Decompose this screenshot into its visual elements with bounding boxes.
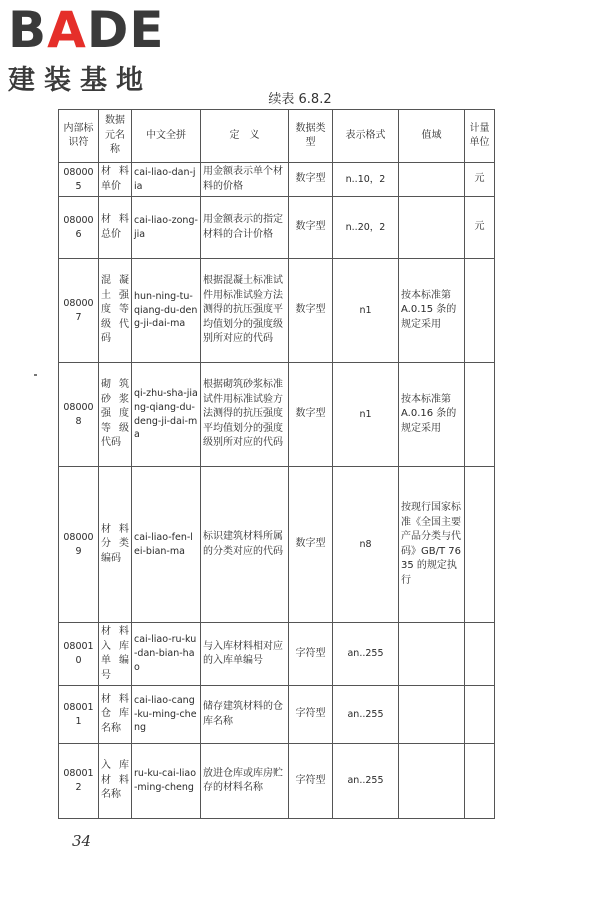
header-domain: 值域 bbox=[399, 110, 465, 163]
cell-definition: 放进仓库或库房贮存的材料名称 bbox=[201, 744, 289, 819]
cell-type: 数字型 bbox=[289, 197, 333, 259]
cell-definition: 标识建筑材料所属的分类对应的代码 bbox=[201, 467, 289, 623]
cell-code: 080007 bbox=[59, 259, 99, 363]
cell-code: 080005 bbox=[59, 163, 99, 197]
page-number: 34 bbox=[72, 832, 92, 850]
header-format: 表示格式 bbox=[333, 110, 399, 163]
cell-unit: 元 bbox=[465, 163, 495, 197]
logo-wordmark bbox=[8, 1, 188, 59]
cell-type: 数字型 bbox=[289, 467, 333, 623]
cell-format: n..20，2 bbox=[333, 197, 399, 259]
cell-code: 080010 bbox=[59, 623, 99, 686]
cell-pinyin: cai-liao-fen-lei-bian-ma bbox=[132, 467, 201, 623]
cell-pinyin: cai-liao-zong-jia bbox=[132, 197, 201, 259]
cell-name: 材料入库单编号 bbox=[99, 623, 132, 686]
cell-definition: 根据混凝土标准试件用标准试验方法测得的抗压强度平均值划分的强度级别所对应的代码 bbox=[201, 259, 289, 363]
cell-unit bbox=[465, 363, 495, 467]
header-internal-id: 内部标识符 bbox=[59, 110, 99, 163]
cell-format: n1 bbox=[333, 363, 399, 467]
cell-code: 080008 bbox=[59, 363, 99, 467]
cell-type: 字符型 bbox=[289, 686, 333, 744]
cell-type: 数字型 bbox=[289, 259, 333, 363]
cell-format: an..255 bbox=[333, 623, 399, 686]
logo-letters: DE bbox=[86, 1, 165, 59]
header-data-type: 数据类型 bbox=[289, 110, 333, 163]
cell-pinyin: qi-zhu-sha-jiang-qiang-du-deng-ji-dai-ma bbox=[132, 363, 201, 467]
cell-name: 砌筑砂浆强度等级代码 bbox=[99, 363, 132, 467]
cell-code: 080006 bbox=[59, 197, 99, 259]
table-row bbox=[59, 623, 495, 686]
table-row bbox=[59, 197, 495, 259]
scan-speck bbox=[34, 374, 37, 376]
cell-format: n8 bbox=[333, 467, 399, 623]
table-row bbox=[59, 686, 495, 744]
cell-unit bbox=[465, 623, 495, 686]
cell-unit: 元 bbox=[465, 197, 495, 259]
cell-code: 080009 bbox=[59, 467, 99, 623]
cell-definition: 用金额表示的指定材料的合计价格 bbox=[201, 197, 289, 259]
cell-code: 080011 bbox=[59, 686, 99, 744]
table-row bbox=[59, 259, 495, 363]
table-row bbox=[59, 363, 495, 467]
table-row bbox=[59, 467, 495, 623]
cell-name: 材料单价 bbox=[99, 163, 132, 197]
table-row bbox=[59, 744, 495, 819]
cell-format: n..10，2 bbox=[333, 163, 399, 197]
cell-format: n1 bbox=[333, 259, 399, 363]
cell-name: 入库材料名称 bbox=[99, 744, 132, 819]
logo-letter: B bbox=[8, 1, 48, 59]
cell-domain: 按本标准第 A.0.16 条的规定采用 bbox=[399, 363, 465, 467]
cell-pinyin: hun-ning-tu-qiang-du-deng-ji-dai-ma bbox=[132, 259, 201, 363]
cell-format: an..255 bbox=[333, 744, 399, 819]
cell-type: 字符型 bbox=[289, 744, 333, 819]
cell-domain bbox=[399, 163, 465, 197]
header-unit: 计量单位 bbox=[465, 110, 495, 163]
cell-definition: 储存建筑材料的仓库名称 bbox=[201, 686, 289, 744]
cell-definition: 用金额表示单个材料的价格 bbox=[201, 163, 289, 197]
cell-name: 材料分类编码 bbox=[99, 467, 132, 623]
cell-name: 材料仓库名称 bbox=[99, 686, 132, 744]
cell-domain: 按本标准第 A.0.15 条的规定采用 bbox=[399, 259, 465, 363]
cell-unit bbox=[465, 744, 495, 819]
cell-type: 数字型 bbox=[289, 163, 333, 197]
cell-definition: 根据砌筑砂浆标准试件用标准试验方法测得的抗压强度平均值划分的强度级别所对应的代码 bbox=[201, 363, 289, 467]
table-header-row bbox=[59, 110, 495, 163]
cell-type: 数字型 bbox=[289, 363, 333, 467]
logo bbox=[8, 1, 188, 97]
cell-format: an..255 bbox=[333, 686, 399, 744]
table-row bbox=[59, 163, 495, 197]
cell-domain bbox=[399, 197, 465, 259]
cell-code: 080012 bbox=[59, 744, 99, 819]
cell-unit bbox=[465, 259, 495, 363]
cell-pinyin: cai-liao-dan-jia bbox=[132, 163, 201, 197]
cell-domain bbox=[399, 744, 465, 819]
cell-pinyin: ru-ku-cai-liao-ming-cheng bbox=[132, 744, 201, 819]
cell-type: 字符型 bbox=[289, 623, 333, 686]
cell-unit bbox=[465, 686, 495, 744]
logo-subtitle: 建装基地 bbox=[8, 65, 152, 96]
data-element-table bbox=[58, 109, 495, 819]
header-pinyin: 中文全拼 bbox=[132, 110, 201, 163]
header-definition: 定 义 bbox=[201, 110, 289, 163]
cell-domain bbox=[399, 623, 465, 686]
cell-pinyin: cai-liao-ru-ku-dan-bian-hao bbox=[132, 623, 201, 686]
table-caption: 续表 6.8.2 bbox=[268, 92, 332, 107]
cell-name: 混凝土强度等级代码 bbox=[99, 259, 132, 363]
cell-pinyin: cai-liao-cang-ku-ming-cheng bbox=[132, 686, 201, 744]
cell-domain bbox=[399, 686, 465, 744]
cell-definition: 与入库材料相对应的入库单编号 bbox=[201, 623, 289, 686]
cell-domain: 按现行国家标准《全国主要产品分类与代码》GB/T 7635 的规定执行 bbox=[399, 467, 465, 623]
header-element-name: 数据元名称 bbox=[99, 110, 132, 163]
cell-name: 材料总价 bbox=[99, 197, 132, 259]
cell-unit bbox=[465, 467, 495, 623]
logo-accent-letter: A bbox=[47, 1, 87, 59]
